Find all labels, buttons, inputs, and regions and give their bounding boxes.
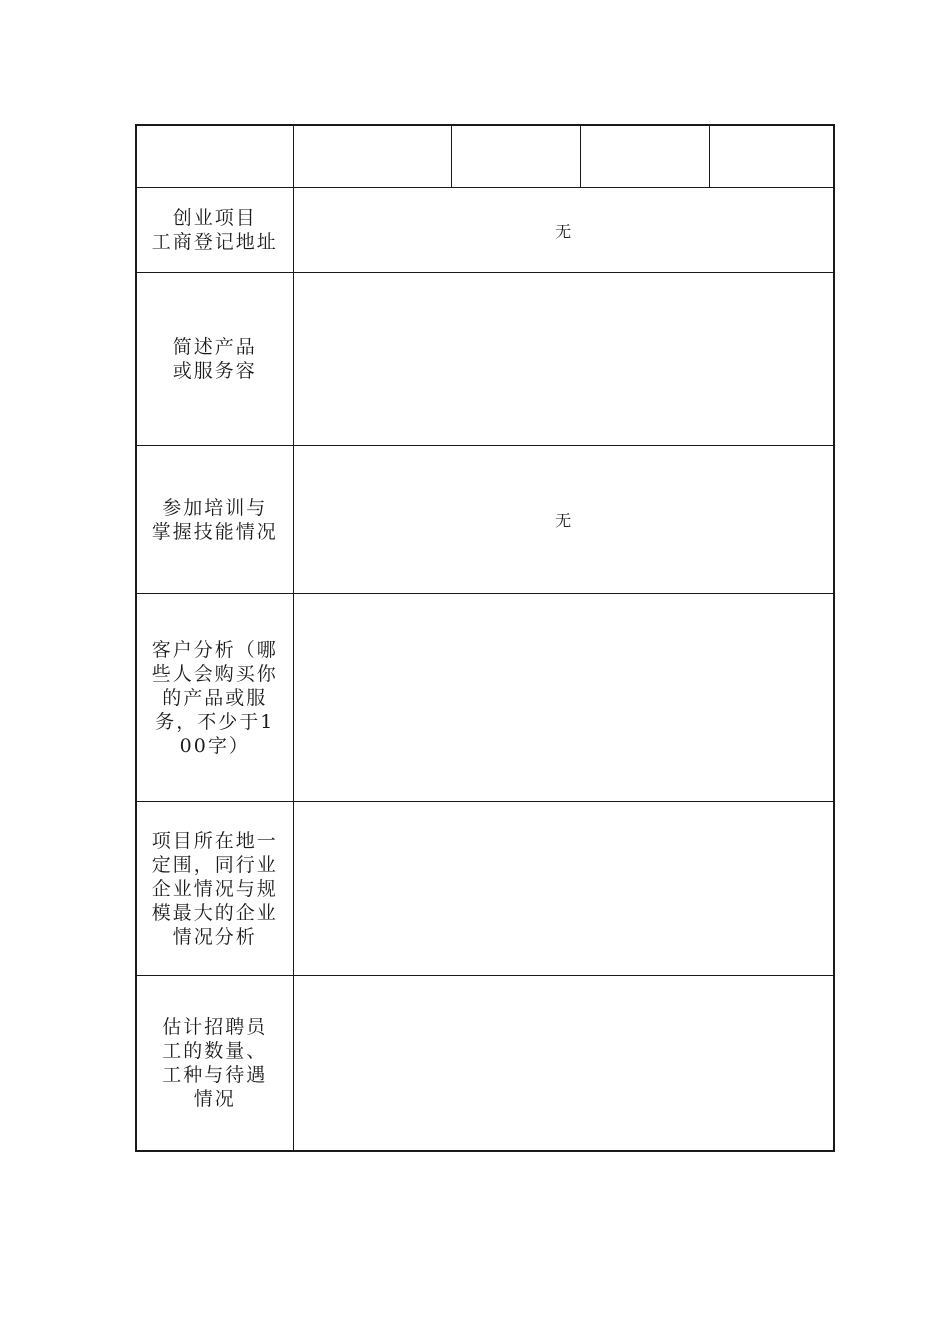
table-row-business-address: [136, 188, 834, 273]
header-row: [136, 125, 834, 188]
label-staff-recruitment: 估计招聘员工的数量、工种与待遇情况: [136, 976, 293, 1152]
value-competitor-analysis[interactable]: [293, 802, 834, 976]
header-cell-5[interactable]: [709, 125, 834, 188]
label-training-skills: 参加培训与 掌握技能情况: [136, 446, 293, 594]
header-cell-4[interactable]: [580, 125, 709, 188]
value-business-address[interactable]: 无: [293, 188, 834, 273]
header-cell-3[interactable]: [451, 125, 580, 188]
label-product-description: 简述产品 或服务容: [136, 273, 293, 446]
value-training-skills[interactable]: 无: [293, 446, 834, 594]
value-staff-recruitment[interactable]: [293, 976, 834, 1152]
table-row-competitor-analysis: [136, 802, 834, 976]
label-competitor-analysis: 项目所在地一定围，同行业企业情况与规模最大的企业情况分析: [136, 802, 293, 976]
header-cell-1: [136, 125, 293, 188]
header-cell-2[interactable]: [293, 125, 451, 188]
table-row-customer-analysis: [136, 594, 834, 802]
value-customer-analysis[interactable]: [293, 594, 834, 802]
label-customer-analysis: 客户分析（哪些人会购买你的产品或服务，不少于100字）: [136, 594, 293, 802]
value-product-description[interactable]: [293, 273, 834, 446]
table-row-product-description: [136, 273, 834, 446]
label-business-address: 创业项目 工商登记地址: [136, 188, 293, 273]
table-row-training-skills: [136, 446, 834, 594]
registration-form-table: [135, 124, 835, 1152]
table-row-staff-recruitment: [136, 976, 834, 1152]
